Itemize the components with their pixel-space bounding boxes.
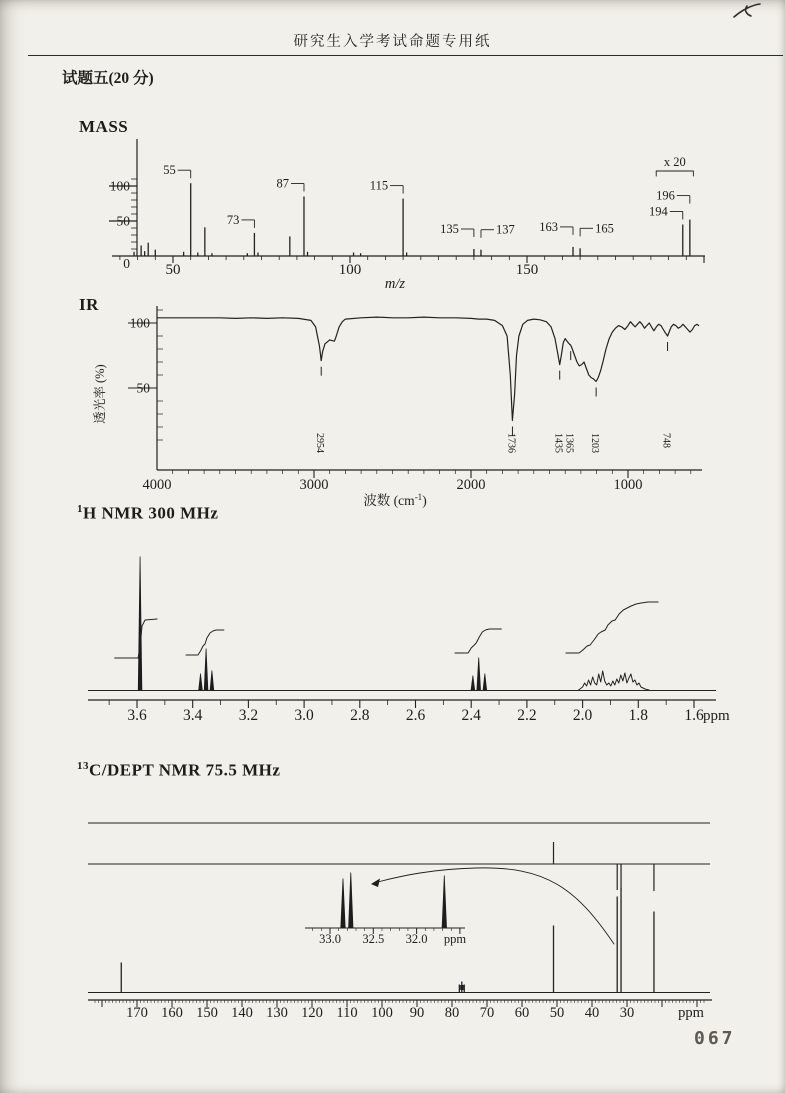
h1-label: H NMR 300 MHz (83, 503, 219, 523)
svg-text:194: 194 (649, 204, 668, 219)
ir-heading: IR (79, 295, 99, 314)
svg-text:1000: 1000 (613, 477, 643, 493)
svg-text:100: 100 (109, 178, 130, 194)
svg-text:137: 137 (495, 222, 515, 237)
svg-text:3000: 3000 (299, 477, 329, 493)
question-title: 试题五(20 分) (62, 70, 154, 87)
svg-text:120: 120 (301, 1005, 323, 1021)
svg-text:ppm: ppm (703, 708, 730, 724)
svg-text:110: 110 (336, 1005, 358, 1021)
svg-text:196: 196 (656, 188, 675, 203)
svg-text:50: 50 (165, 262, 181, 278)
svg-text:60: 60 (514, 1005, 530, 1021)
svg-text:0: 0 (123, 256, 130, 271)
svg-text:160: 160 (161, 1005, 183, 1021)
ir-spectrum (92, 306, 702, 508)
svg-text:150: 150 (196, 1005, 218, 1021)
c13-dept-spectrum (88, 823, 712, 1021)
svg-text:50: 50 (116, 213, 130, 229)
svg-text:3.4: 3.4 (183, 707, 203, 724)
svg-text:100: 100 (129, 315, 150, 331)
svg-text:50: 50 (136, 380, 150, 396)
svg-text:748: 748 (660, 433, 672, 448)
svg-text:2.6: 2.6 (405, 707, 426, 724)
svg-text:32.5: 32.5 (362, 932, 385, 946)
svg-text:40: 40 (584, 1005, 600, 1021)
svg-text:73: 73 (226, 212, 240, 227)
h1-sup: 1 (77, 503, 83, 515)
svg-text:135: 135 (440, 222, 459, 236)
svg-text:163: 163 (539, 219, 559, 234)
svg-text:2.8: 2.8 (350, 707, 370, 724)
svg-text:2.2: 2.2 (517, 707, 537, 724)
svg-text:4000: 4000 (142, 477, 172, 493)
svg-text:ppm: ppm (678, 1005, 704, 1021)
svg-text:140: 140 (231, 1005, 253, 1021)
page-header-title: 研究生入学考试命题专用纸 (293, 34, 492, 50)
svg-text:55: 55 (163, 163, 176, 178)
svg-text:80: 80 (444, 1005, 460, 1021)
svg-text:115: 115 (369, 178, 389, 193)
c13-sup: 13 (77, 760, 89, 772)
svg-text:2954: 2954 (314, 433, 326, 453)
mass-heading: MASS (79, 117, 129, 136)
svg-text:1365: 1365 (563, 433, 575, 453)
svg-text:m/z: m/z (384, 276, 406, 292)
svg-text:透光率 (%): 透光率 (%) (93, 364, 107, 424)
svg-text:2.0: 2.0 (572, 707, 593, 724)
svg-text:1.8: 1.8 (628, 707, 648, 724)
svg-text:1435: 1435 (552, 433, 564, 453)
mass-spectrum (109, 139, 705, 292)
svg-text:150: 150 (515, 262, 539, 278)
svg-text:33.0: 33.0 (319, 932, 341, 946)
page-number: 067 (694, 1028, 736, 1049)
svg-text:1736: 1736 (505, 433, 517, 453)
svg-text:100: 100 (338, 262, 362, 278)
svg-text:1203: 1203 (589, 433, 601, 453)
svg-text:165: 165 (595, 221, 614, 236)
svg-text:x 20: x 20 (663, 155, 686, 169)
svg-text:3.6: 3.6 (127, 707, 147, 724)
svg-text:170: 170 (126, 1005, 148, 1021)
svg-text:70: 70 (479, 1005, 495, 1021)
svg-text:ppm: ppm (443, 932, 467, 946)
pen-mark (734, 4, 760, 17)
svg-text:32.0: 32.0 (405, 932, 428, 946)
c13-label: C/DEPT NMR 75.5 MHz (89, 760, 281, 780)
svg-text:2000: 2000 (456, 477, 486, 493)
svg-text:1.6: 1.6 (684, 707, 704, 724)
svg-text:3.2: 3.2 (238, 707, 259, 724)
svg-text:90: 90 (409, 1005, 425, 1021)
svg-text:30: 30 (619, 1005, 635, 1021)
svg-text:50: 50 (549, 1005, 565, 1021)
svg-text:3.0: 3.0 (294, 707, 314, 724)
svg-text:2.4: 2.4 (461, 707, 481, 724)
svg-text:130: 130 (266, 1005, 288, 1021)
h1-nmr-spectrum (88, 556, 730, 724)
svg-text:87: 87 (276, 176, 289, 191)
svg-text:波数 (cm-1): 波数 $(cm^{-1})$ (363, 492, 427, 508)
svg-text:100: 100 (371, 1005, 393, 1021)
